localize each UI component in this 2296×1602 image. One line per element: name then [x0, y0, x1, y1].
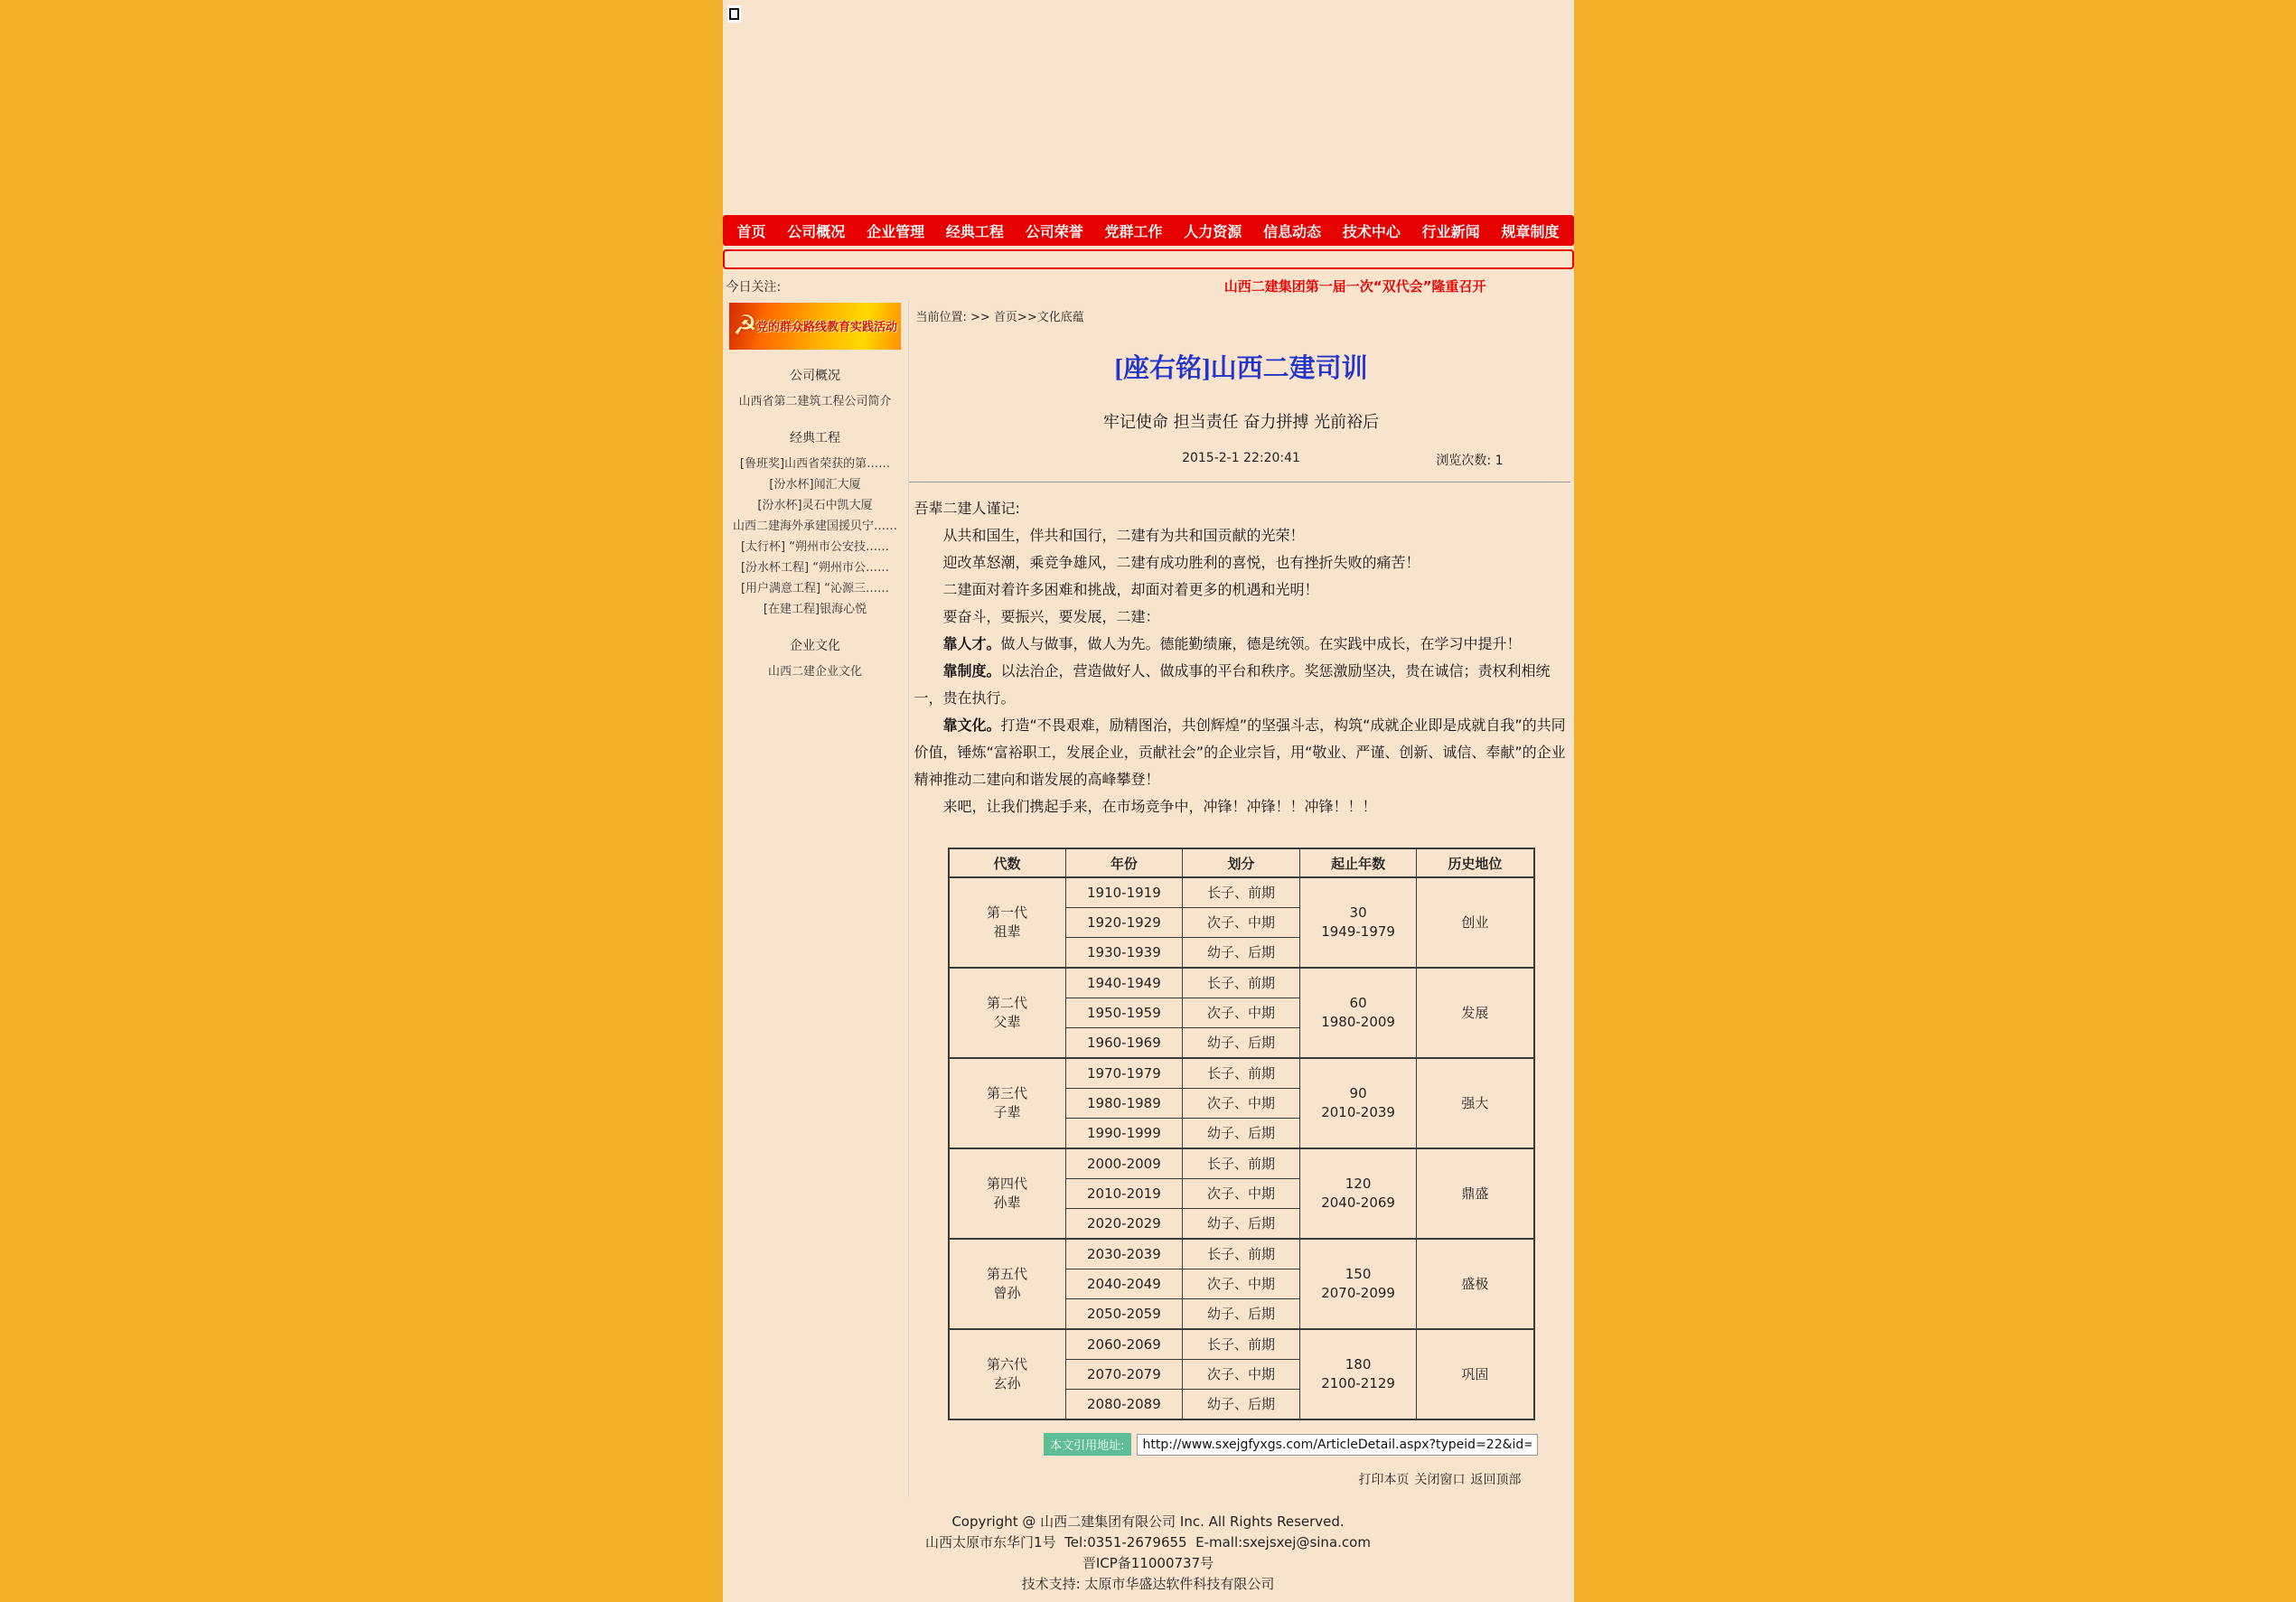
span-years-cell — [1299, 1148, 1417, 1239]
division-cell: 次子、中期 — [1183, 908, 1300, 938]
status-cell: 巩固 — [1417, 1329, 1534, 1419]
year-cell: 2080-2089 — [1065, 1390, 1183, 1420]
generation-kin: 子辈 — [993, 1104, 1021, 1120]
banner-text: 党的群众路线教育实践活动 — [755, 321, 897, 334]
broken-image-icon — [727, 5, 741, 23]
sidebar-section — [723, 428, 908, 620]
generation-kin: 祖辈 — [993, 923, 1021, 940]
year-cell: 1990-1999 — [1065, 1119, 1183, 1149]
today-focus-label: 今日关注: — [726, 279, 782, 295]
nav-item[interactable]: 技术中心 — [1342, 222, 1401, 240]
nav-item[interactable]: 公司荣誉 — [1025, 222, 1083, 240]
generation-name: 第四代 — [987, 1176, 1028, 1192]
article-paragraph: 吾辈二建人谨记: — [914, 500, 1020, 517]
generation-kin: 曾孙 — [993, 1285, 1021, 1301]
division-cell: 次子、中期 — [1183, 1360, 1300, 1390]
nav-item[interactable]: 企业管理 — [867, 222, 925, 240]
status-cell: 发展 — [1417, 968, 1534, 1058]
division-cell: 长子、前期 — [1183, 1329, 1300, 1360]
division-cell: 次子、中期 — [1183, 1269, 1300, 1299]
division-cell: 幼子、后期 — [1183, 938, 1300, 969]
table-header-cell: 代数 — [949, 848, 1066, 877]
article-paragraph: 靠制度。以法治企，营造做好人、做成事的平台和秩序。奖惩激励坚决，贵在诚信；责权利相统一，贵在执行。 — [914, 662, 1551, 707]
span-range: 1949-1979 — [1321, 923, 1395, 940]
generation-name: 第五代 — [987, 1266, 1028, 1282]
year-cell: 2050-2059 — [1065, 1299, 1183, 1330]
action-link[interactable]: 返回顶部 — [1470, 1473, 1522, 1487]
sidebar — [723, 299, 908, 1497]
top-banner-area — [723, 0, 1574, 215]
sidebar-link[interactable]: [汾水杯]灵石中凯大厦 — [757, 499, 873, 512]
span-years-cell — [1299, 1329, 1417, 1419]
footer-line: Copyright @ 山西二建集团有限公司 Inc. All Rights Reserved. — [951, 1513, 1345, 1530]
page-footer — [723, 1497, 1574, 1595]
content-columns — [723, 299, 1574, 1497]
span-years-cell — [1299, 877, 1417, 968]
year-cell: 1930-1939 — [1065, 938, 1183, 969]
span-count: 120 — [1345, 1176, 1372, 1192]
year-cell: 1980-1989 — [1065, 1089, 1183, 1119]
article-paragraph: 二建面对着许多困难和挑战，却面对着更多的机遇和光明！ — [942, 581, 1319, 598]
citation-url-input[interactable] — [1137, 1434, 1538, 1456]
sidebar-link[interactable]: [在建工程]银海心悦 — [763, 603, 867, 616]
sidebar-section-title: 公司概况 — [790, 369, 840, 383]
sidebar-section-title: 经典工程 — [790, 431, 840, 445]
table-header-cell: 划分 — [1183, 848, 1300, 877]
today-headline-link[interactable]: 山西二建集团第一届一次“双代会”隆重召开 — [1223, 278, 1486, 295]
span-count: 90 — [1349, 1085, 1367, 1101]
article-paragraph: 要奋斗，要振兴，要发展，二建： — [942, 608, 1160, 625]
sidebar-sections — [723, 366, 908, 682]
sidebar-section — [723, 636, 908, 682]
article-body — [909, 482, 1574, 820]
table-row — [949, 1239, 1534, 1269]
generation-cell — [949, 1058, 1066, 1148]
year-cell: 1910-1919 — [1065, 877, 1183, 908]
generation-cell — [949, 1239, 1066, 1329]
footer-line: 晋ICP备11000737号 — [1082, 1555, 1214, 1571]
division-cell: 长子、前期 — [1183, 1058, 1300, 1089]
year-cell: 1920-1929 — [1065, 908, 1183, 938]
notice-bar — [723, 249, 1574, 269]
division-cell: 幼子、后期 — [1183, 1028, 1300, 1059]
division-cell: 次子、中期 — [1183, 1089, 1300, 1119]
action-link[interactable]: 打印本页 — [1358, 1473, 1410, 1487]
sidebar-link[interactable]: 山西省第二建筑工程公司简介 — [738, 395, 892, 408]
span-range: 2100-2129 — [1321, 1375, 1395, 1391]
today-focus-row — [723, 269, 1574, 299]
span-years-cell — [1299, 1239, 1417, 1329]
division-cell: 长子、前期 — [1183, 1239, 1300, 1269]
year-cell: 2030-2039 — [1065, 1239, 1183, 1269]
nav-item[interactable]: 规章制度 — [1501, 222, 1560, 240]
table-row — [949, 877, 1534, 908]
division-cell: 次子、中期 — [1183, 1179, 1300, 1209]
sidebar-link[interactable]: [汾水杯工程] “朔州市公…… — [740, 561, 889, 575]
year-cell: 1970-1979 — [1065, 1058, 1183, 1089]
year-cell: 2000-2009 — [1065, 1148, 1183, 1179]
span-count: 60 — [1349, 995, 1367, 1011]
year-cell: 1960-1969 — [1065, 1028, 1183, 1059]
table-header-cell: 年份 — [1065, 848, 1183, 877]
division-cell: 幼子、后期 — [1183, 1390, 1300, 1420]
article-title: [座右铭]山西二建司训 — [1114, 354, 1368, 383]
nav-item[interactable]: 首页 — [736, 222, 766, 240]
year-cell: 1940-1949 — [1065, 968, 1183, 998]
footer-line: 山西太原市东华门1号 Tel:0351-2679655 E-mall:sxejsxej@sina.com — [925, 1534, 1371, 1550]
footer-line: 技术支持: 太原市华盛达软件科技有限公司 — [1021, 1576, 1275, 1592]
article-paragraph: 从共和国生，伴共和国行，二建有为共和国贡献的光荣！ — [942, 527, 1305, 544]
table-header-row — [949, 848, 1534, 877]
span-range: 2040-2069 — [1321, 1194, 1395, 1211]
sidebar-link[interactable]: [汾水杯]闻汇大厦 — [769, 478, 861, 492]
status-cell: 盛极 — [1417, 1239, 1534, 1329]
generation-cell — [949, 877, 1066, 968]
generation-name: 第六代 — [987, 1356, 1028, 1372]
span-years-cell — [1299, 1058, 1417, 1148]
year-cell: 2040-2049 — [1065, 1269, 1183, 1299]
sidebar-link[interactable]: [用户满意工程] “沁源三…… — [740, 582, 889, 595]
generation-cell — [949, 1329, 1066, 1419]
generation-kin: 玄孙 — [993, 1375, 1021, 1391]
sidebar-link[interactable]: 山西二建海外承建国援贝宁…… — [732, 520, 897, 533]
year-cell: 2070-2079 — [1065, 1360, 1183, 1390]
citation-row — [909, 1433, 1538, 1456]
generations-table — [948, 848, 1535, 1420]
sidebar-link[interactable]: [太行杯] “朔州市公安技…… — [740, 540, 889, 554]
article-paragraph: 靠人才。做人与做事，做人为先。德能勤绩廉，德是统领。在实践中成长，在学习中提升！ — [942, 635, 1522, 652]
nav-item[interactable]: 人力资源 — [1184, 222, 1242, 240]
year-cell: 2010-2019 — [1065, 1179, 1183, 1209]
span-range: 1980-2009 — [1321, 1014, 1395, 1030]
article-paragraph: 来吧，让我们携起手来，在市场竞争中，冲锋！冲锋！！冲锋！！！ — [942, 798, 1377, 815]
article-actions — [909, 1470, 1522, 1488]
division-cell: 幼子、后期 — [1183, 1209, 1300, 1240]
article-date: 2015-2-1 22:20:41 — [1182, 451, 1300, 465]
span-years-cell — [1299, 968, 1417, 1058]
status-cell: 鼎盛 — [1417, 1148, 1534, 1239]
nav-item[interactable]: 信息动态 — [1263, 222, 1322, 240]
nav-item[interactable]: 经典工程 — [945, 222, 1004, 240]
year-cell: 2060-2069 — [1065, 1329, 1183, 1360]
paragraph-lead: 靠文化。 — [942, 717, 1001, 734]
party-campaign-banner[interactable] — [729, 303, 901, 350]
sidebar-link[interactable]: [鲁班奖]山西省荣获的第…… — [739, 457, 891, 471]
main-navigation — [723, 215, 1574, 246]
table-row — [949, 1058, 1534, 1089]
paragraph-lead: 靠人才。 — [942, 635, 1001, 652]
action-link[interactable]: 关闭窗口 — [1414, 1473, 1466, 1487]
generation-name: 第二代 — [987, 995, 1028, 1011]
span-range: 2010-2039 — [1321, 1104, 1395, 1120]
article-subtitle: 牢记使命 担当责任 奋力拼搏 光前裕后 — [1102, 413, 1380, 432]
page-container — [723, 0, 1574, 1602]
table-row — [949, 968, 1534, 998]
status-cell: 强大 — [1417, 1058, 1534, 1148]
nav-item[interactable]: 行业新闻 — [1421, 222, 1480, 240]
citation-label-badge: 本文引用地址: — [1044, 1433, 1130, 1456]
division-cell: 幼子、后期 — [1183, 1119, 1300, 1149]
sidebar-section — [723, 366, 908, 412]
breadcrumb[interactable]: 当前位置: >> 首页>>文化底蕴 — [915, 311, 1084, 324]
hammer-sickle-icon: ☭ — [733, 310, 757, 342]
span-count: 180 — [1345, 1356, 1372, 1372]
sidebar-link[interactable]: 山西二建企业文化 — [767, 665, 862, 679]
table-row — [949, 1148, 1534, 1179]
generation-cell — [949, 968, 1066, 1058]
view-count: 浏览次数: 1 — [1436, 454, 1504, 468]
division-cell: 长子、前期 — [1183, 1148, 1300, 1179]
generation-name: 第一代 — [987, 904, 1028, 921]
generation-cell — [949, 1148, 1066, 1239]
table-header-cell: 历史地位 — [1417, 848, 1534, 877]
paragraph-lead: 靠制度。 — [942, 662, 1001, 679]
generation-kin: 父辈 — [993, 1014, 1021, 1030]
division-cell: 长子、前期 — [1183, 968, 1300, 998]
generation-name: 第三代 — [987, 1085, 1028, 1101]
article-paragraph: 迎改革怒潮，乘竞争雄风，二建有成功胜利的喜悦，也有挫折失败的痛苦！ — [942, 554, 1420, 571]
status-cell: 创业 — [1417, 877, 1534, 968]
table-row — [949, 1329, 1534, 1360]
span-count: 150 — [1345, 1266, 1372, 1282]
article-dateline — [909, 451, 1574, 467]
year-cell: 2020-2029 — [1065, 1209, 1183, 1240]
span-range: 2070-2099 — [1321, 1285, 1395, 1301]
nav-item[interactable]: 党群工作 — [1104, 222, 1163, 240]
article-paragraph: 靠文化。打造“不畏艰难，励精图治，共创辉煌”的坚强斗志，构筑“成就企业即是成就自我”的共同价值，锤炼“富裕职工，发展企业，贡献社会”的企业宗旨，用“敬业、严谨、创新、诚信、奉献”的企业精神推动二建向和谐发展的高峰攀登！ — [914, 717, 1566, 788]
table-header-cell: 起止年数 — [1299, 848, 1417, 877]
nav-item[interactable]: 公司概况 — [787, 222, 846, 240]
main-content — [908, 299, 1574, 1497]
year-cell: 1950-1959 — [1065, 998, 1183, 1028]
generation-kin: 孙辈 — [993, 1194, 1021, 1211]
span-count: 30 — [1349, 904, 1367, 921]
division-cell: 次子、中期 — [1183, 998, 1300, 1028]
division-cell: 长子、前期 — [1183, 877, 1300, 908]
sidebar-section-title: 企业文化 — [790, 639, 840, 653]
division-cell: 幼子、后期 — [1183, 1299, 1300, 1330]
